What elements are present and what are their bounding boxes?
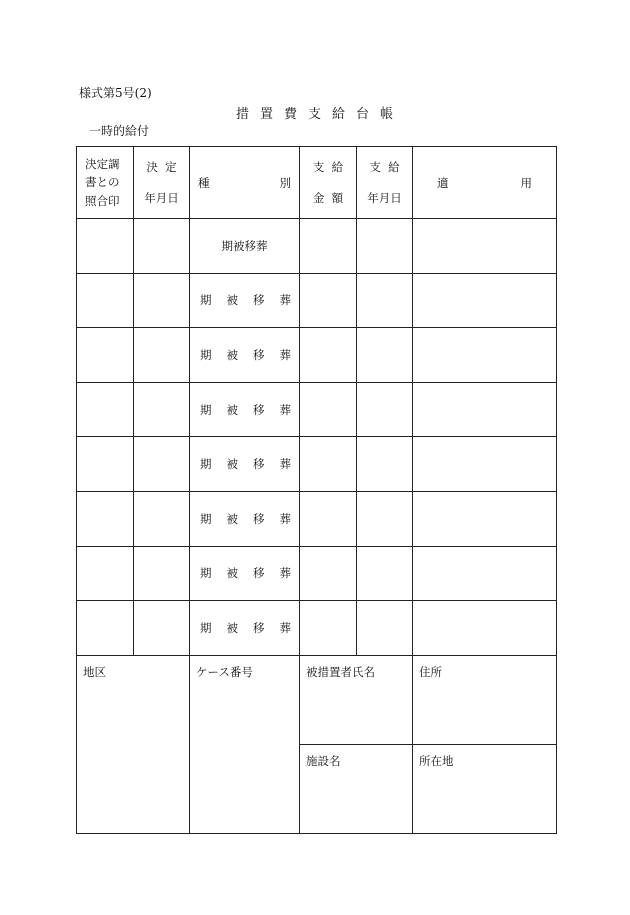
decision-date-cell[interactable] bbox=[134, 546, 190, 601]
facility-name-label: 施設名 bbox=[306, 753, 341, 768]
header-row bbox=[77, 147, 557, 219]
amount-cell[interactable] bbox=[300, 546, 357, 601]
header-line: 書との bbox=[85, 175, 120, 189]
amount-cell[interactable] bbox=[300, 437, 357, 492]
amount-cell[interactable] bbox=[300, 491, 357, 546]
header-line: 別 bbox=[279, 175, 291, 190]
decision-seal-cell[interactable] bbox=[77, 219, 134, 274]
remarks-cell[interactable] bbox=[413, 491, 557, 546]
decision-seal-cell[interactable] bbox=[77, 273, 134, 328]
decision-date-cell[interactable] bbox=[134, 437, 190, 492]
header-line: 決 定 bbox=[146, 159, 177, 174]
address-label: 住所 bbox=[419, 664, 442, 679]
header-line: 種 bbox=[198, 175, 210, 190]
amount-cell[interactable] bbox=[300, 382, 357, 437]
remarks-cell[interactable] bbox=[413, 273, 557, 328]
remarks-cell[interactable] bbox=[413, 601, 557, 656]
decision-date-cell[interactable] bbox=[134, 273, 190, 328]
payment-date-cell[interactable] bbox=[357, 382, 413, 437]
decision-seal-cell[interactable] bbox=[77, 437, 134, 492]
remarks-cell[interactable] bbox=[413, 546, 557, 601]
decision-date-cell[interactable] bbox=[134, 328, 190, 383]
payment-date-cell[interactable] bbox=[357, 273, 413, 328]
kind-label: 期被移葬 bbox=[221, 238, 268, 253]
kind-char: 期 bbox=[200, 293, 212, 308]
kind-char: 移 bbox=[253, 347, 265, 362]
kind-char: 葬 bbox=[279, 620, 291, 635]
decision-seal-cell[interactable] bbox=[77, 382, 134, 437]
decision-date-cell[interactable] bbox=[134, 219, 190, 274]
decision-seal-cell[interactable] bbox=[77, 328, 134, 383]
remarks-cell[interactable] bbox=[413, 437, 557, 492]
kind-char: 被 bbox=[226, 566, 238, 581]
kind-char: 被 bbox=[226, 457, 238, 472]
location-label: 所在地 bbox=[419, 753, 454, 768]
district-cell[interactable] bbox=[77, 655, 190, 833]
kind-char: 期 bbox=[200, 511, 212, 526]
district-label: 地区 bbox=[83, 664, 106, 679]
kind-char: 期 bbox=[200, 457, 212, 472]
col-header-decision-date bbox=[134, 147, 190, 219]
ledger-title: 措置費支給台帳 bbox=[235, 107, 404, 122]
table-row bbox=[77, 219, 557, 274]
amount-cell[interactable] bbox=[300, 219, 357, 274]
header-line: 支 給 bbox=[369, 159, 400, 174]
kind-char: 移 bbox=[253, 620, 265, 635]
form-number: 様式第5号(2) bbox=[79, 86, 152, 100]
kind-char: 移 bbox=[253, 293, 265, 308]
table-row bbox=[77, 328, 557, 383]
footer-row bbox=[77, 655, 557, 744]
payment-date-cell[interactable] bbox=[357, 328, 413, 383]
header-line: 支 給 bbox=[312, 159, 344, 174]
facility-name-cell[interactable] bbox=[300, 744, 413, 833]
case-number-label: ケース番号 bbox=[196, 664, 253, 679]
kind-char: 移 bbox=[253, 566, 265, 581]
header-line: 年月日 bbox=[367, 190, 402, 205]
header-line: 用 bbox=[520, 175, 532, 190]
amount-cell[interactable] bbox=[300, 601, 357, 656]
kind-cell bbox=[190, 491, 300, 546]
kind-cell bbox=[190, 219, 300, 274]
kind-char: 被 bbox=[226, 347, 238, 362]
recipient-name-cell[interactable] bbox=[300, 655, 413, 744]
kind-char: 期 bbox=[200, 566, 212, 581]
payment-date-cell[interactable] bbox=[357, 491, 413, 546]
kind-cell bbox=[190, 273, 300, 328]
ledger-table bbox=[76, 146, 557, 834]
table-row bbox=[77, 491, 557, 546]
payment-date-cell[interactable] bbox=[357, 219, 413, 274]
payment-date-cell[interactable] bbox=[357, 546, 413, 601]
col-header-kind bbox=[190, 147, 300, 219]
kind-char: 被 bbox=[226, 293, 238, 308]
col-header-decision-seal bbox=[77, 147, 134, 219]
kind-char: 葬 bbox=[279, 402, 291, 417]
kind-char: 移 bbox=[253, 402, 265, 417]
decision-seal-cell[interactable] bbox=[77, 546, 134, 601]
decision-date-cell[interactable] bbox=[134, 491, 190, 546]
kind-char: 被 bbox=[226, 402, 238, 417]
case-number-cell[interactable] bbox=[190, 655, 300, 833]
recipient-name-label: 被措置者氏名 bbox=[306, 664, 375, 679]
table-row bbox=[77, 546, 557, 601]
col-header-remarks bbox=[413, 147, 557, 219]
amount-cell[interactable] bbox=[300, 273, 357, 328]
table-row bbox=[77, 382, 557, 437]
remarks-cell[interactable] bbox=[413, 328, 557, 383]
header-line: 適 bbox=[437, 175, 449, 190]
kind-cell bbox=[190, 382, 300, 437]
address-cell[interactable] bbox=[413, 655, 557, 744]
kind-char: 期 bbox=[200, 347, 212, 362]
kind-char: 被 bbox=[226, 511, 238, 526]
remarks-cell[interactable] bbox=[413, 382, 557, 437]
kind-char: 葬 bbox=[279, 566, 291, 581]
col-header-amount bbox=[300, 147, 357, 219]
header-line: 年月日 bbox=[144, 190, 179, 205]
table-row bbox=[77, 437, 557, 492]
kind-char: 期 bbox=[200, 620, 212, 635]
payment-date-cell[interactable] bbox=[357, 601, 413, 656]
decision-seal-cell[interactable] bbox=[77, 601, 134, 656]
header-line: 決定調 bbox=[85, 156, 120, 171]
kind-cell bbox=[190, 546, 300, 601]
amount-cell[interactable] bbox=[300, 328, 357, 383]
kind-char: 期 bbox=[200, 402, 212, 417]
kind-char: 移 bbox=[253, 511, 265, 526]
kind-char: 移 bbox=[253, 457, 265, 472]
kind-char: 被 bbox=[226, 620, 238, 635]
kind-char: 葬 bbox=[279, 457, 291, 472]
table-row bbox=[77, 273, 557, 328]
header-line: 金 額 bbox=[312, 190, 344, 205]
payment-date-cell[interactable] bbox=[357, 437, 413, 492]
kind-cell bbox=[190, 601, 300, 656]
decision-date-cell[interactable] bbox=[134, 382, 190, 437]
col-header-payment-date bbox=[357, 147, 413, 219]
kind-cell bbox=[190, 328, 300, 383]
location-cell[interactable] bbox=[413, 744, 557, 833]
kind-char: 葬 bbox=[279, 293, 291, 308]
header-line: 照合印 bbox=[85, 193, 120, 208]
kind-cell bbox=[190, 437, 300, 492]
kind-char: 葬 bbox=[279, 511, 291, 526]
remarks-cell[interactable] bbox=[413, 219, 557, 274]
ledger-subtitle: 一時的給付 bbox=[89, 124, 150, 138]
decision-seal-cell[interactable] bbox=[77, 491, 134, 546]
kind-char: 葬 bbox=[279, 347, 291, 362]
decision-date-cell[interactable] bbox=[134, 601, 190, 656]
table-row bbox=[77, 601, 557, 656]
